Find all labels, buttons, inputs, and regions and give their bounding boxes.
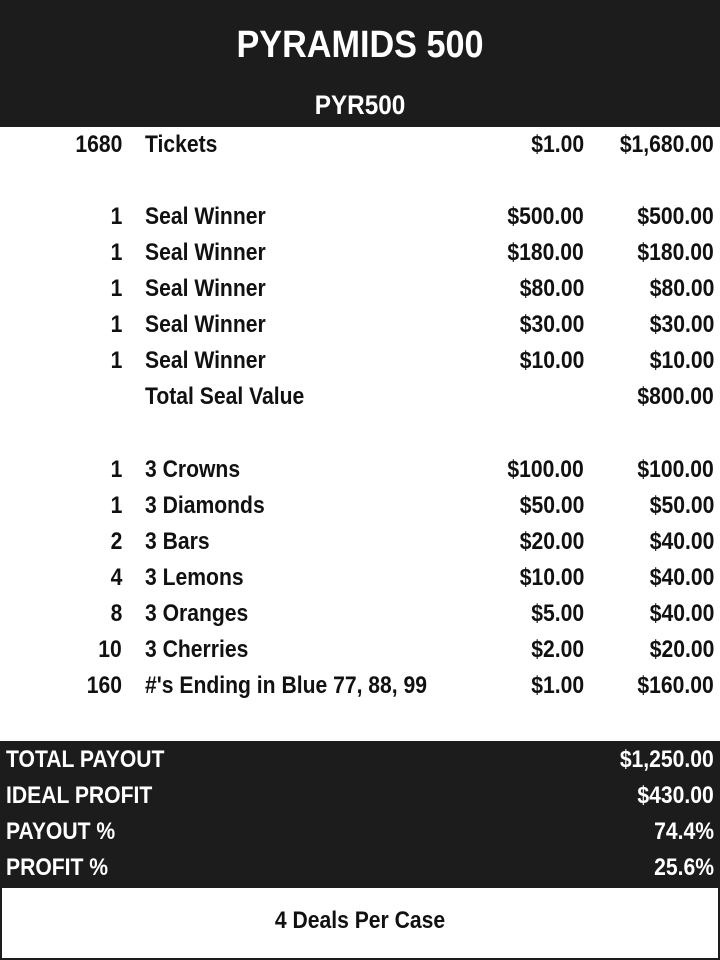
qty-cell: 8 (110, 600, 122, 627)
total-cell: $30.00 (649, 311, 714, 338)
summary-value: 74.4% (654, 818, 714, 845)
unit-price-cell: $1.00 (531, 131, 584, 158)
desc-cell: Seal Winner (145, 347, 266, 374)
qty-cell: 2 (110, 528, 122, 555)
page-title: PYRAMIDS 500 (236, 24, 484, 66)
desc-cell: 3 Crowns (145, 456, 241, 483)
summary-value: 25.6% (654, 854, 714, 881)
prize-row (0, 458, 720, 494)
qty-cell: 1 (110, 203, 122, 230)
summary-label: PAYOUT % (6, 818, 116, 845)
unit-price-cell: $1.00 (531, 672, 584, 699)
desc-cell: Tickets (145, 131, 218, 158)
seal-total-value: $800.00 (637, 383, 714, 410)
seal-winner-row (0, 241, 720, 277)
total-cell: $100.00 (637, 456, 714, 483)
total-cell: $40.00 (649, 600, 714, 627)
qty-cell: 1 (110, 347, 122, 374)
desc-cell: Seal Winner (145, 275, 266, 302)
desc-cell: 3 Diamonds (145, 492, 265, 519)
desc-cell: 3 Bars (145, 528, 210, 555)
tickets-row (0, 133, 720, 169)
desc-cell: 3 Lemons (145, 564, 244, 591)
unit-price-cell: $100.00 (507, 456, 584, 483)
unit-price-cell: $10.00 (519, 347, 584, 374)
desc-cell: #'s Ending in Blue 77, 88, 99 (145, 672, 428, 699)
unit-price-cell: $20.00 (519, 528, 584, 555)
desc-cell: 3 Oranges (145, 600, 249, 627)
summary-value: $1,250.00 (620, 746, 714, 773)
qty-cell: 1680 (75, 131, 122, 158)
prize-row (0, 602, 720, 638)
total-cell: $160.00 (637, 672, 714, 699)
summary-label: PROFIT % (6, 854, 109, 881)
unit-price-cell: $10.00 (519, 564, 584, 591)
summary-row (0, 856, 720, 892)
unit-price-cell: $5.00 (531, 600, 584, 627)
qty-cell: 1 (110, 275, 122, 302)
total-cell: $40.00 (649, 528, 714, 555)
summary-row (0, 748, 720, 784)
seal-winner-row (0, 205, 720, 241)
unit-price-cell: $30.00 (519, 311, 584, 338)
summary-row (0, 820, 720, 856)
desc-cell: Seal Winner (145, 239, 266, 266)
summary-label: IDEAL PROFIT (6, 782, 153, 809)
prize-row (0, 494, 720, 530)
prize-row (0, 674, 720, 710)
total-cell: $40.00 (649, 564, 714, 591)
qty-cell: 1 (110, 492, 122, 519)
summary-value: $430.00 (637, 782, 714, 809)
seal-winner-row (0, 277, 720, 313)
prize-row (0, 530, 720, 566)
total-cell: $20.00 (649, 636, 714, 663)
unit-price-cell: $50.00 (519, 492, 584, 519)
footer (0, 888, 720, 960)
total-cell: $180.00 (637, 239, 714, 266)
desc-cell: Seal Winner (145, 203, 266, 230)
game-code: PYR500 (314, 90, 406, 120)
prize-row (0, 638, 720, 674)
qty-cell: 1 (110, 456, 122, 483)
qty-cell: 160 (86, 672, 122, 699)
qty-cell: 1 (110, 239, 122, 266)
unit-price-cell: $80.00 (519, 275, 584, 302)
total-seal-value-row (0, 385, 720, 421)
total-cell: $50.00 (649, 492, 714, 519)
desc-cell: 3 Cherries (145, 636, 249, 663)
deals-per-case-note: 4 Deals Per Case (274, 907, 446, 934)
seal-winner-row (0, 349, 720, 385)
total-cell: $500.00 (637, 203, 714, 230)
qty-cell: 10 (98, 636, 122, 663)
seal-total-label: Total Seal Value (145, 383, 305, 410)
qty-cell: 1 (110, 311, 122, 338)
summary-label: TOTAL PAYOUT (6, 746, 165, 773)
desc-cell: Seal Winner (145, 311, 266, 338)
unit-price-cell: $2.00 (531, 636, 584, 663)
total-cell: $80.00 (649, 275, 714, 302)
unit-price-cell: $500.00 (507, 203, 584, 230)
total-cell: $1,680.00 (620, 131, 714, 158)
total-cell: $10.00 (649, 347, 714, 374)
unit-price-cell: $180.00 (507, 239, 584, 266)
summary-row (0, 784, 720, 820)
header-band (0, 0, 720, 127)
prize-row (0, 566, 720, 602)
qty-cell: 4 (110, 564, 122, 591)
summary-band (0, 741, 720, 888)
seal-winner-row (0, 313, 720, 349)
